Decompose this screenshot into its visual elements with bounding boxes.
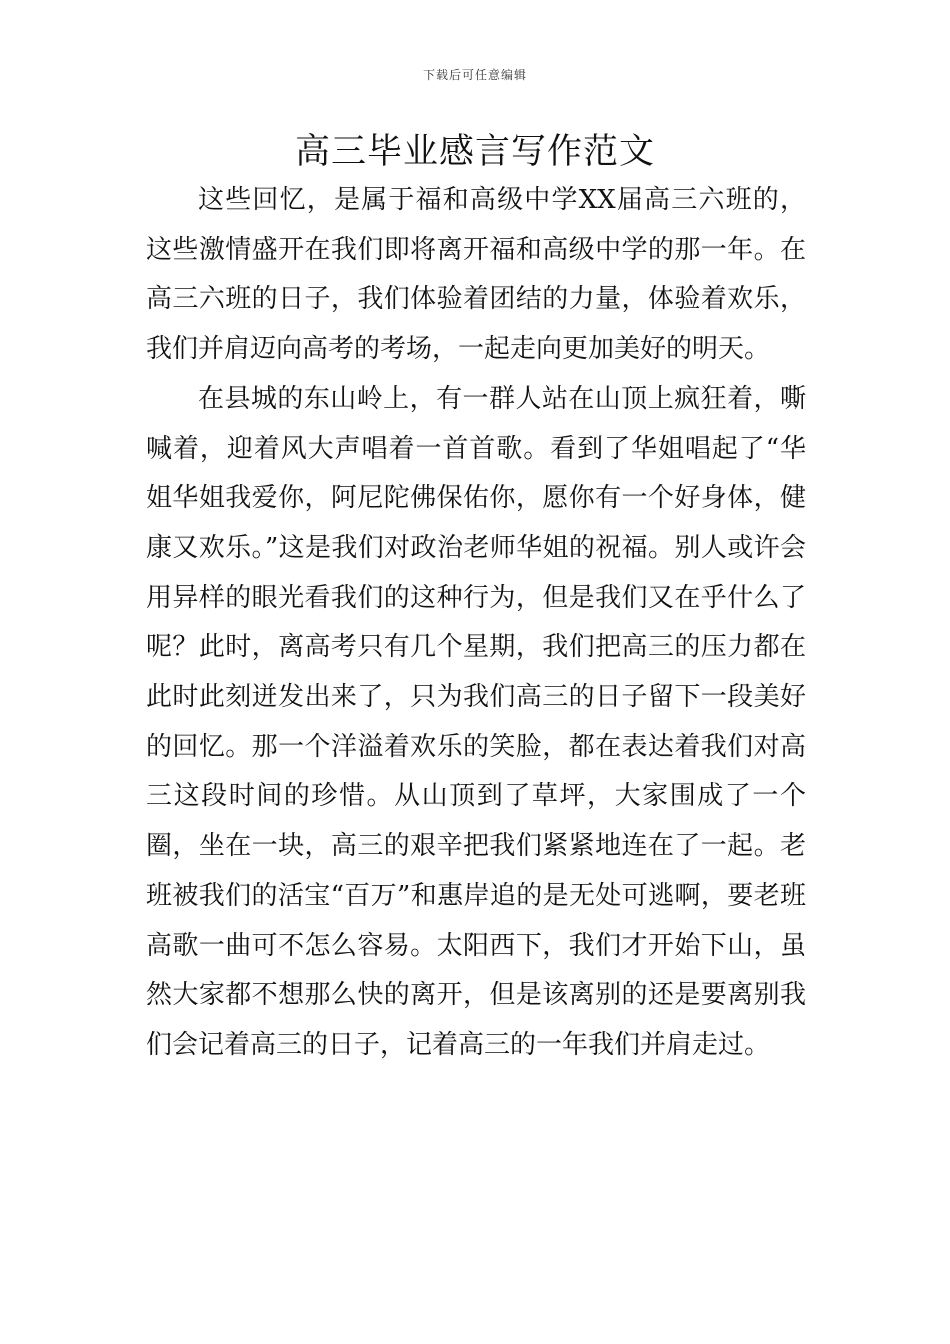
paragraph-1: 这些回忆，是属于福和高级中学XX届高三六班的，这些激情盛开在我们即将离开福和高级中学的那一年。在高三六班的日子，我们体验着团结的力量，体验着欢乐，我们并肩迈向高考的考场，一起走向更加美好的明天。 — [146, 185, 806, 365]
document-title: 高三毕业感言写作范文 — [294, 132, 655, 172]
document-body — [146, 176, 806, 1071]
paragraph-2: 在县城的东山岭上，有一群人站在山顶上疯狂着，嘶喊着，迎着风大声唱着一首首歌。看到了华姐唱起了“华姐华姐我爱你，阿尼陀佛保佑你，愿你有一个好身体，健康又欢乐。”这是我们对政治老师华姐的祝福。别人或许会用异样的眼光看我们的这种行为，但是我们又在乎什么了呢？此时，离高考只有几个星期，我们把高三的压力都在此时此刻迸发出来了，只为我们高三的日子留下一段美好的回忆。那一个洋溢着欢乐的笑脸，都在表达着我们对高三这段时间的珍惜。从山顶到了草坪，大家围成了一个圈，坐在一块，高三的艰辛把我们紧紧地连在了一起。老班被我们的活宝“百万”和惠岸追的是无处可逃啊，要老班高歌一曲可不怎么容易。太阳西下，我们才开始下山，虽然大家都不想那么快的离开，但是该离别的还是要离别我们会记着高三的日子，记着高三的一年我们并肩走过。 — [146, 383, 806, 1060]
page-header-note: 下载后可任意编辑 — [422, 68, 527, 82]
